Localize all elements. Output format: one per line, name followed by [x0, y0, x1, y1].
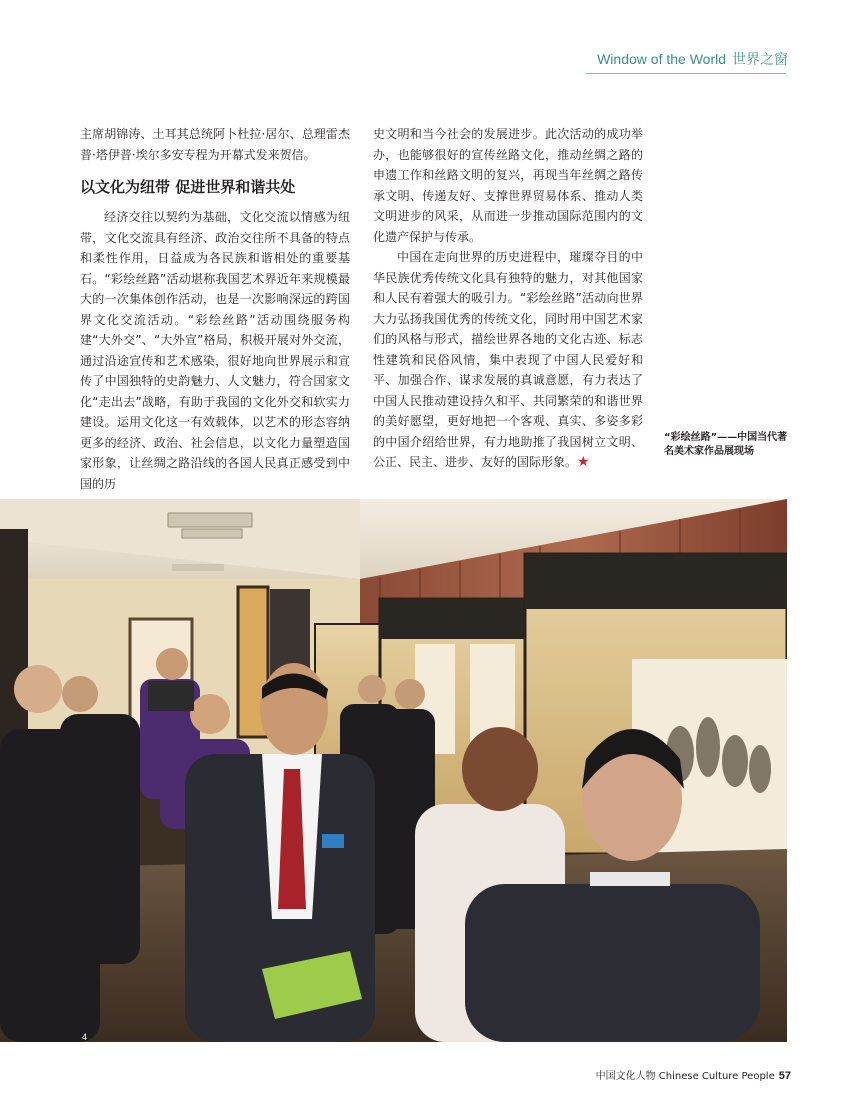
publication-name: 中国文化人物 Chinese Culture People [595, 1071, 775, 1082]
right-column [373, 124, 643, 473]
body-paragraph-continued: 史文明和当今社会的发展进步。此次活动的成功举办，也能够很好的宣传丝路文化，推动丝绸之路的申遗工作和丝路文明的复兴，再现当年丝绸之路传承文明、传递友好、支撑世界贸易体系、推动人类文明进步的风采，从而进一步推动国际范围内的文化遗产保护与传承。 [373, 127, 643, 244]
photo-caption: “彩绘丝路”——中国当代著名美术家作品展现场 [664, 432, 788, 457]
section-heading: 以文化为纽带 促进世界和谐共处 [80, 178, 296, 196]
header-rule [586, 73, 786, 74]
body-paragraph: 经济交往以契约为基础，文化交流以情感为纽带，文化交流具有经济、政治交往所不具备的特点和柔性作用，日益成为各民族和谐相处的重要基石。“彩绘丝路”活动堪称我国艺术界近年来规模最大的一次集体创作活动，也是一次影响深远的跨国界文化交流活动。“彩绘丝路”活动围绕服务构建“大外交”、“大外宣”格局，积极开展对外交流，通过沿途宣传和艺术感染，很好地向世界展示和宣传了中国独特的史韵魅力、人文魅力，符合国家文化“走出去”战略，有助于我国的文化外交和软实力建设。运用文化这一有效载体，以艺术的形态容纳更多的经济、政治、社会信息，以文化力量塑造国家形象，让丝绸之路沿线的各国人民真正感受到中国的历 [80, 210, 350, 491]
exhibition-photo [0, 499, 787, 1042]
photo-credit: 4 [82, 1032, 88, 1042]
section-header [597, 49, 788, 69]
body-paragraph-closing [373, 247, 643, 473]
page-footer [596, 1067, 791, 1082]
exhibition-photo-illustration [0, 499, 787, 1042]
left-column [80, 124, 350, 494]
closing-text: 中国在走向世界的历史进程中，璀璨夺目的中华民族优秀传统文化具有独特的魅力，对其他国家和人民有着强大的吸引力。“彩绘丝路”活动向世界大力弘扬我国优秀的传统文化，同时用中国艺术家们的风格与形式，描绘世界各地的文化古迹、标志性建筑和民俗风情，集中表现了中国人民爱好和平、加强合作、谋求发展的真诚意愿，有力表达了中国人民推动建设持久和平、共同繁荣的和谐世界的美好愿望，更好地把一个客观、真实、多姿多彩的中国介绍给世界，有力地助推了我国树立文明、公正、民主、进步、友好的国际形象。 [373, 250, 643, 469]
intro-paragraph: 主席胡锦涛、土耳其总统阿卜杜拉·居尔、总理雷杰普·塔伊普·埃尔多安专程为开幕式发来贺信。 [80, 127, 350, 162]
section-title-en: Window of the World [597, 51, 726, 67]
section-title-zh: 世界之窗 [732, 52, 788, 68]
page-number: 57 [778, 1070, 791, 1082]
end-star-icon: ★ [577, 454, 590, 470]
